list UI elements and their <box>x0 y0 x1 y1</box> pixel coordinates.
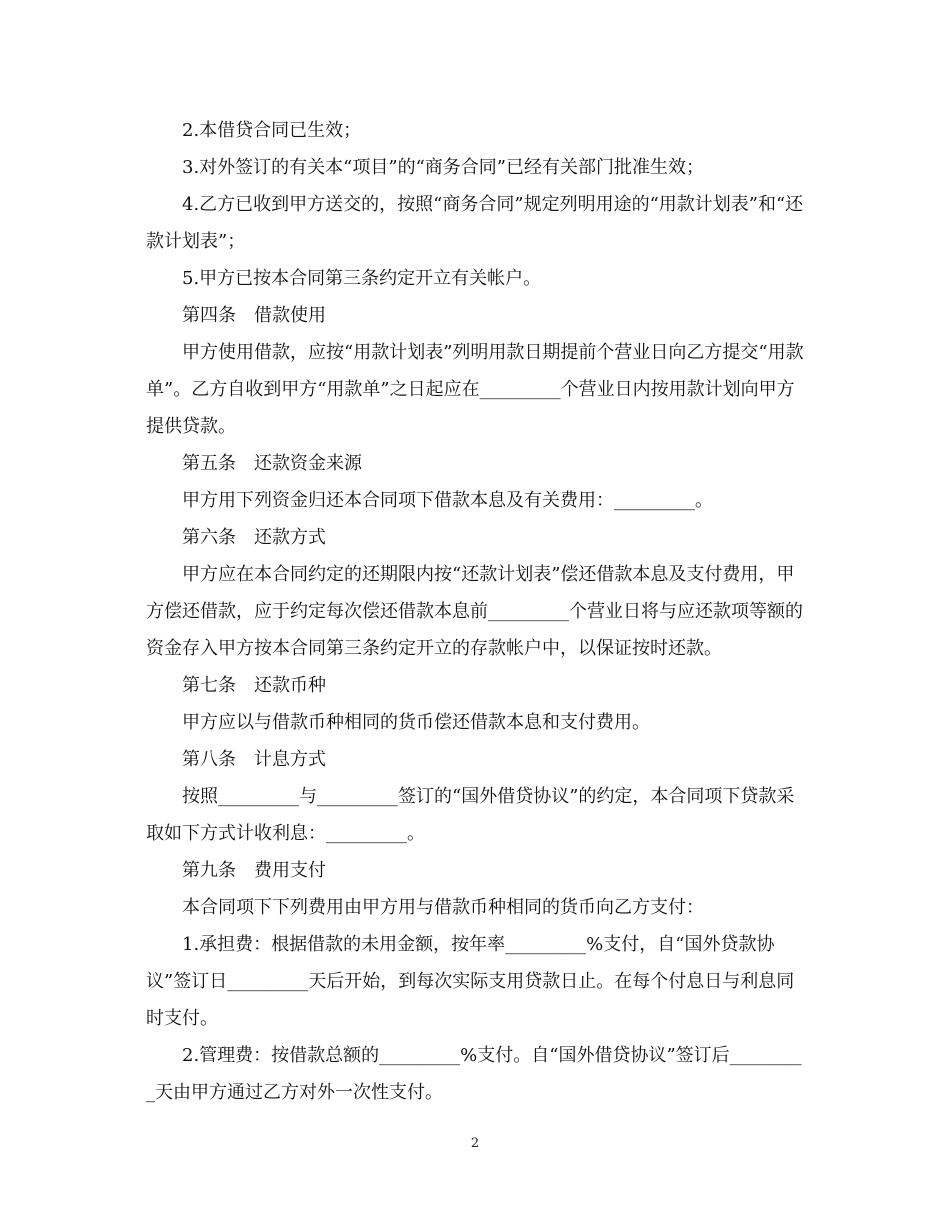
article-6-heading: 第六条 还款方式 <box>182 527 326 548</box>
article-7-heading: 第七条 还款币种 <box>182 675 326 696</box>
article-6-body: 甲方应在本合同约定的还期限内按“还款计划表”偿还借款本息及支付费用，甲方偿还借款，应于约定每次偿还借款本息前_________个营业日将与应还款项等额的资金存入甲方按本合同第三条约定开立的存款帐户中，以保证按时还款。 <box>146 564 803 659</box>
article-8-body: 按照_________与_________签订的“国外借贷协议”的约定，本合同项下贷款采取如下方式计收利息：_________。 <box>146 786 795 844</box>
paragraph-condition-2: 2.本借贷合同已生效； <box>182 120 362 141</box>
document-body <box>146 112 806 1111</box>
article-5-body: 甲方用下列资金归还本合同项下借款本息及有关费用：_________。 <box>182 490 713 511</box>
article-9-item-2: 2.管理费：按借款总额的_________%支付。自“国外借贷协议”签订后_________天由甲方通过乙方对外一次性支付。 <box>146 1045 802 1103</box>
article-4-heading: 第四条 借款使用 <box>182 305 326 326</box>
article-5-heading: 第五条 还款资金来源 <box>182 453 362 474</box>
article-9-item-1: 1.承担费：根据借款的未用金额，按年率_________%支付，自“国外贷款协议”签订日_________天后开始，到每次实际支用贷款日止。在每个付息日与利息同时支付。 <box>146 934 795 1029</box>
page-number: 2 <box>470 1136 480 1151</box>
article-9-heading: 第九条 费用支付 <box>182 860 326 881</box>
paragraph-condition-5: 5.甲方已按本合同第三条约定开立有关帐户。 <box>182 268 542 289</box>
article-4-body: 甲方使用借款，应按“用款计划表”列明用款日期提前个营业日向乙方提交“用款单”。乙方自收到甲方“用款单”之日起应在_________个营业日内按用款计划向甲方提供贷款。 <box>146 342 804 437</box>
article-9-intro: 本合同项下下列费用由甲方用与借款币种相同的货币向乙方支付： <box>182 897 704 918</box>
article-7-body: 甲方应以与借款币种相同的货币偿还借款本息和支付费用。 <box>182 712 650 733</box>
paragraph-condition-3: 3.对外签订的有关本“项目”的“商务合同”已经有关部门批准生效； <box>182 157 704 178</box>
paragraph-condition-4: 4.乙方已收到甲方送交的，按照“商务合同”规定列明用途的“用款计划表”和“还款计划表”； <box>146 194 804 252</box>
article-8-heading: 第八条 计息方式 <box>182 749 326 770</box>
